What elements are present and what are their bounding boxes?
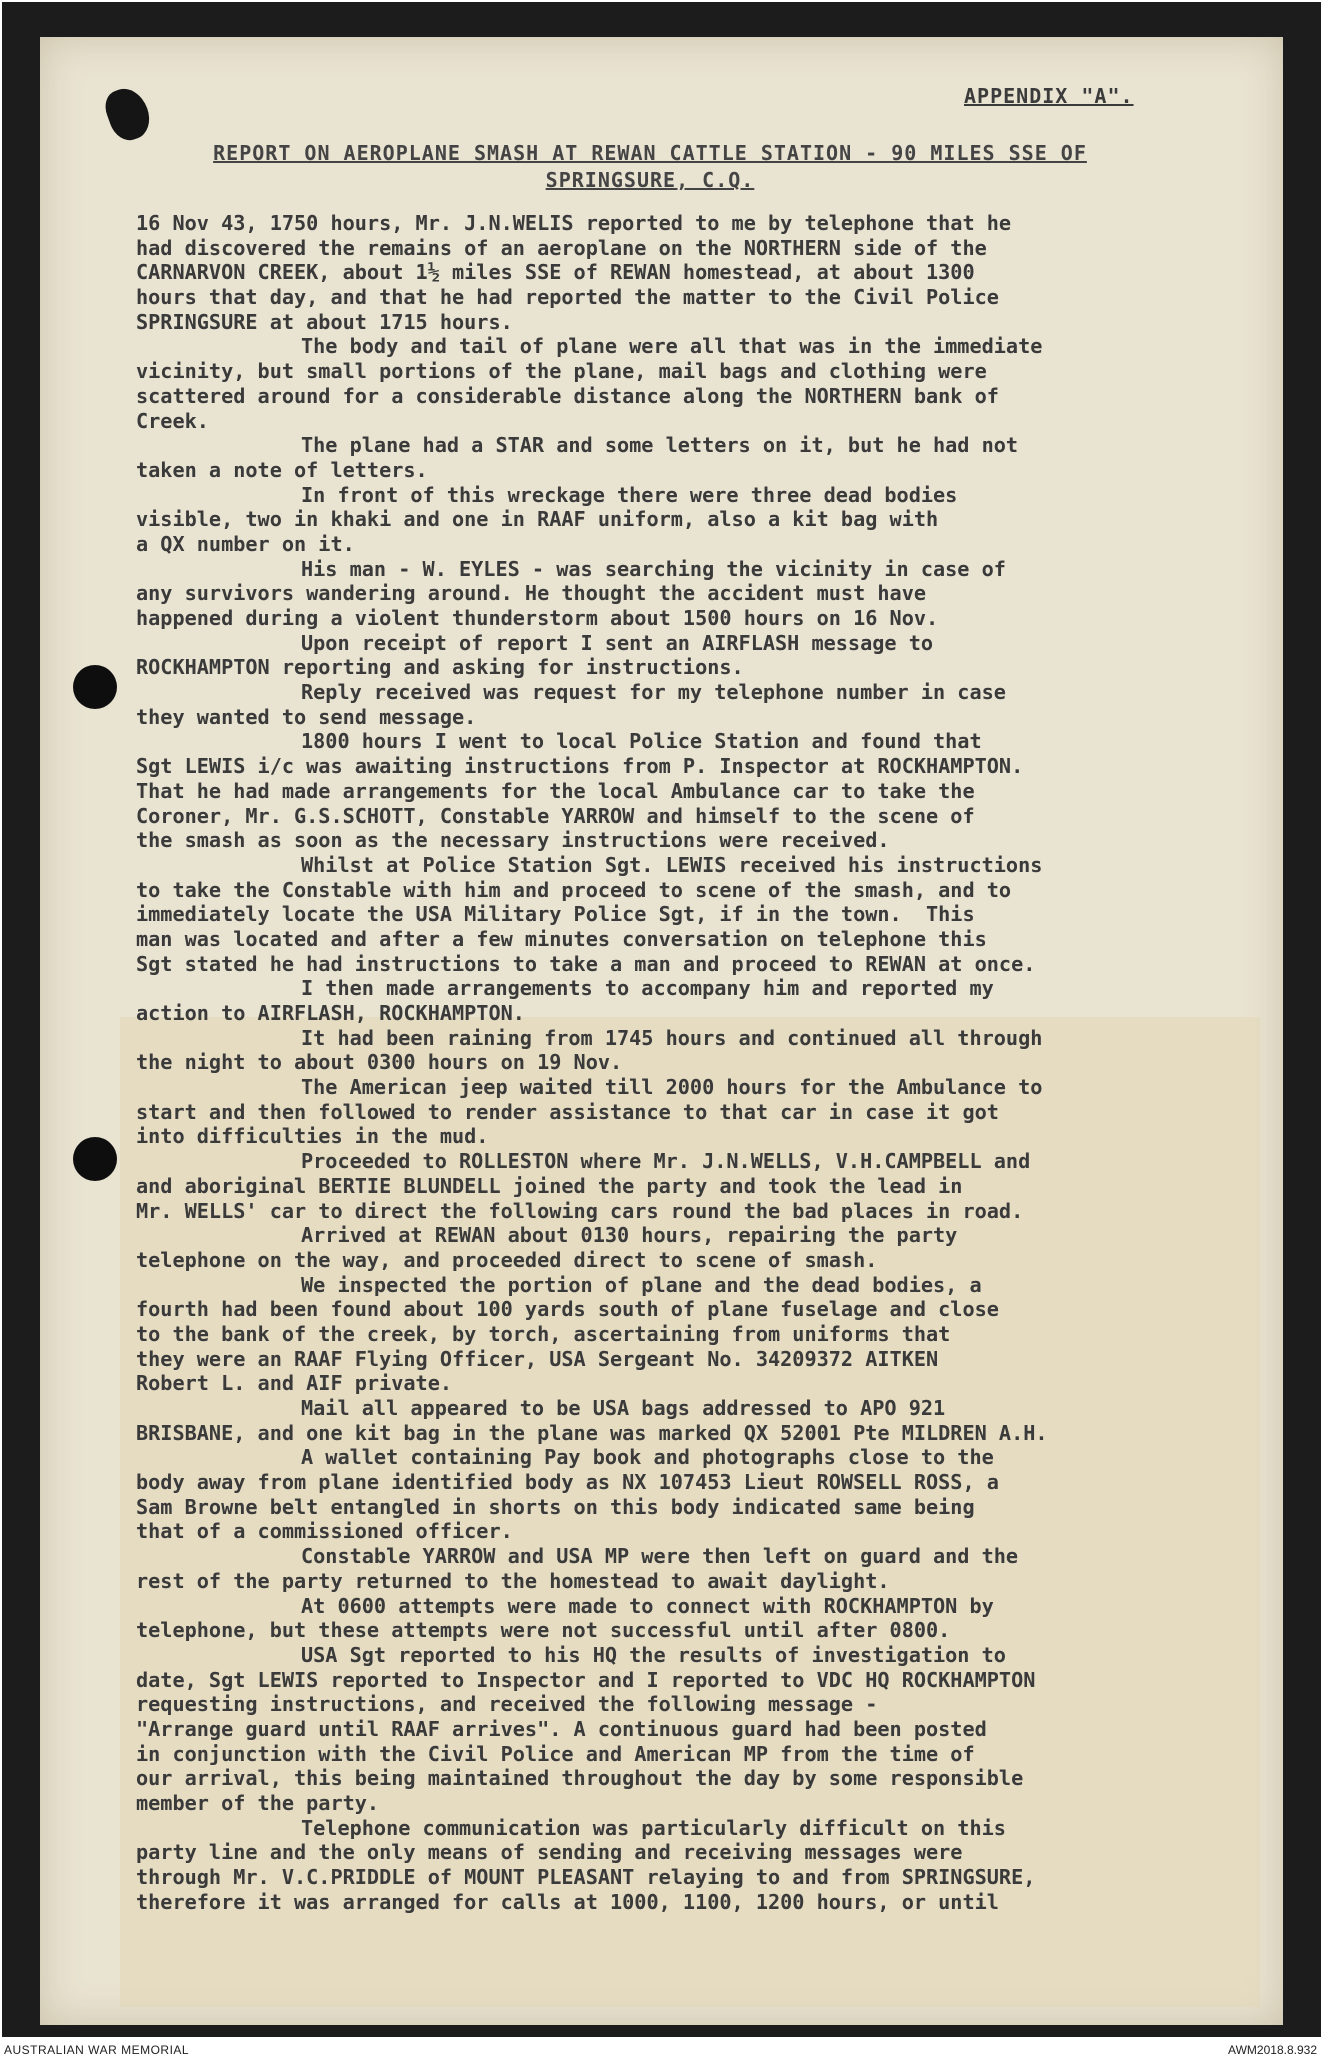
- text-line: CARNARVON CREEK, about 1½ miles SSE of REWAN homestead, at about 1300: [136, 260, 975, 285]
- text-line: through Mr. V.C.PRIDDLE of MOUNT PLEASANT relaying to and from SPRINGSURE,: [136, 1865, 1036, 1890]
- text-line: Proceeded to ROLLESTON where Mr. J.N.WELLS, V.H.CAMPBELL and: [301, 1149, 1031, 1174]
- text-line: man was located and after a few minutes conversation on telephone this: [136, 926, 987, 951]
- text-line: It had been raining from 1745 hours and continued all through: [301, 1025, 1043, 1050]
- text-line: any survivors wandering around. He thought the accident must have: [136, 581, 927, 606]
- appendix-label: APPENDIX "A".: [964, 84, 1134, 108]
- text-line: Constable YARROW and USA MP were then left on guard and the: [301, 1544, 1019, 1569]
- text-line: that of a commissioned officer.: [136, 1519, 513, 1544]
- text-line: At 0600 attempts were made to connect with ROCKHAMPTON by: [301, 1593, 994, 1618]
- text-line: Reply received was request for my telephone number in case: [301, 680, 1006, 705]
- punch-hole-bottom: [73, 1137, 117, 1181]
- text-line: the night to about 0300 hours on 19 Nov.: [136, 1050, 623, 1075]
- text-line: our arrival, this being maintained throughout the day by some responsible: [136, 1766, 1024, 1791]
- text-line: I then made arrangements to accompany him and reported my: [301, 976, 994, 1001]
- text-line: immediately locate the USA Military Police Sgt, if in the town. This: [136, 902, 975, 927]
- text-line: date, Sgt LEWIS reported to Inspector and I reported to VDC HQ ROCKHAMPTON: [136, 1667, 1036, 1692]
- text-line: Sam Browne belt entangled in shorts on this body indicated same being: [136, 1494, 975, 1519]
- text-line: therefore it was arranged for calls at 1000, 1100, 1200 hours, or until: [136, 1889, 999, 1914]
- text-line: to the bank of the creek, by torch, ascertaining from uniforms that: [136, 1321, 951, 1346]
- text-line: to take the Constable with him and proceed to scene of the smash, and to: [136, 877, 1012, 902]
- text-line: USA Sgt reported to his HQ the results of investigation to: [301, 1642, 1006, 1667]
- text-line: SPRINGSURE at about 1715 hours.: [136, 309, 513, 334]
- report-title-line-2: SPRINGSURE, C.Q.: [545, 168, 755, 192]
- text-line: Upon receipt of report I sent an AIRFLASH message to: [301, 630, 934, 655]
- text-line: they wanted to send message.: [136, 704, 477, 729]
- text-line: Creek.: [136, 408, 209, 433]
- text-line: fourth had been found about 100 yards south of plane fuselage and close: [136, 1297, 999, 1322]
- text-line: telephone on the way, and proceeded direct to scene of smash.: [136, 1247, 878, 1272]
- text-line: ROCKHAMPTON reporting and asking for instructions.: [136, 655, 744, 680]
- text-line: BRISBANE, and one kit bag in the plane was marked QX 52001 Pte MILDREN A.H.: [136, 1420, 1048, 1445]
- text-line: member of the party.: [136, 1791, 380, 1815]
- text-line: scattered around for a considerable distance along the NORTHERN bank of: [136, 383, 999, 408]
- text-line: had discovered the remains of an aeroplane on the NORTHERN side of the: [136, 235, 987, 260]
- text-line: 1800 hours I went to local Police Station and found that: [301, 729, 982, 754]
- text-line: vicinity, but small portions of the plane, mail bags and clothing were: [136, 359, 987, 384]
- report-body: [136, 211, 1246, 1914]
- text-line: The plane had a STAR and some letters on it, but he had not: [301, 433, 1019, 458]
- text-line: telephone, but these attempts were not successful until after 0800.: [136, 1618, 951, 1643]
- text-line: hours that day, and that he had reported the matter to the Civil Police: [136, 285, 999, 310]
- text-line: Sgt LEWIS i/c was awaiting instructions from P. Inspector at ROCKHAMPTON.: [136, 754, 1024, 779]
- text-line: "Arrange guard until RAAF arrives". A continuous guard had been posted: [136, 1716, 987, 1741]
- text-line: in conjunction with the Civil Police and American MP from the time of: [136, 1741, 975, 1766]
- text-line: Coroner, Mr. G.S.SCHOTT, Constable YARROW and himself to the scene of: [136, 803, 975, 828]
- report-title: [130, 140, 1170, 194]
- text-line: requesting instructions, and received the following message -: [136, 1692, 878, 1717]
- text-line: and aboriginal BERTIE BLUNDELL joined the party and took the lead in: [136, 1173, 963, 1198]
- text-line: rest of the party returned to the homestead to await daylight.: [136, 1568, 890, 1593]
- text-line: the smash as soon as the necessary instructions were received.: [136, 828, 890, 853]
- text-line: The body and tail of plane were all that was in the immediate: [301, 334, 1043, 359]
- report-title-line-1: REPORT ON AEROPLANE SMASH AT REWAN CATTLE STATION - 90 MILES SSE OF: [213, 141, 1087, 165]
- text-line: taken a note of letters.: [136, 457, 428, 482]
- text-line: happened during a violent thunderstorm about 1500 hours on 16 Nov.: [136, 606, 939, 630]
- text-line: Sgt stated he had instructions to take a man and proceed to REWAN at once.: [136, 951, 1036, 976]
- text-line: Robert L. and AIF private.: [136, 1371, 453, 1396]
- footer-reference: AWM2018.8.932: [1228, 2043, 1317, 2057]
- text-line: In front of this wreckage there were three dead bodies: [301, 482, 958, 507]
- text-line: We inspected the portion of plane and the dead bodies, a: [301, 1272, 982, 1297]
- text-line: they were an RAAF Flying Officer, USA Sergeant No. 34209372 AITKEN: [136, 1346, 939, 1371]
- punch-hole-top: [73, 665, 117, 709]
- text-line: Whilst at Police Station Sgt. LEWIS received his instructions: [301, 852, 1043, 877]
- text-line: into difficulties in the mud.: [136, 1124, 489, 1149]
- footer-source: AUSTRALIAN WAR MEMORIAL: [4, 2043, 190, 2057]
- text-line: The American jeep waited till 2000 hours for the Ambulance to: [301, 1075, 1043, 1100]
- text-line: His man - W. EYLES - was searching the vicinity in case of: [301, 556, 1006, 581]
- text-line: start and then followed to render assistance to that car in case it got: [136, 1099, 999, 1124]
- text-line: A wallet containing Pay book and photographs close to the: [301, 1445, 994, 1470]
- text-line: visible, two in khaki and one in RAAF uniform, also a kit bag with: [136, 507, 939, 532]
- text-line: a QX number on it.: [136, 531, 355, 556]
- text-line: Telephone communication was particularly difficult on this: [301, 1815, 1006, 1840]
- text-line: party line and the only means of sending and receiving messages were: [136, 1840, 963, 1865]
- text-line: body away from plane identified body as NX 107453 Lieut ROWSELL ROSS, a: [136, 1470, 999, 1495]
- text-line: Arrived at REWAN about 0130 hours, repairing the party: [301, 1223, 958, 1248]
- text-line: That he had made arrangements for the local Ambulance car to take the: [136, 778, 975, 803]
- text-line: Mail all appeared to be USA bags addressed to APO 921: [301, 1396, 946, 1420]
- text-line: Mr. WELLS' car to direct the following cars round the bad places in road.: [136, 1198, 1024, 1223]
- text-line: 16 Nov 43, 1750 hours, Mr. J.N.WELIS reported to me by telephone that he: [136, 211, 1012, 235]
- text-line: action to AIRFLASH, ROCKHAMPTON.: [136, 1001, 525, 1025]
